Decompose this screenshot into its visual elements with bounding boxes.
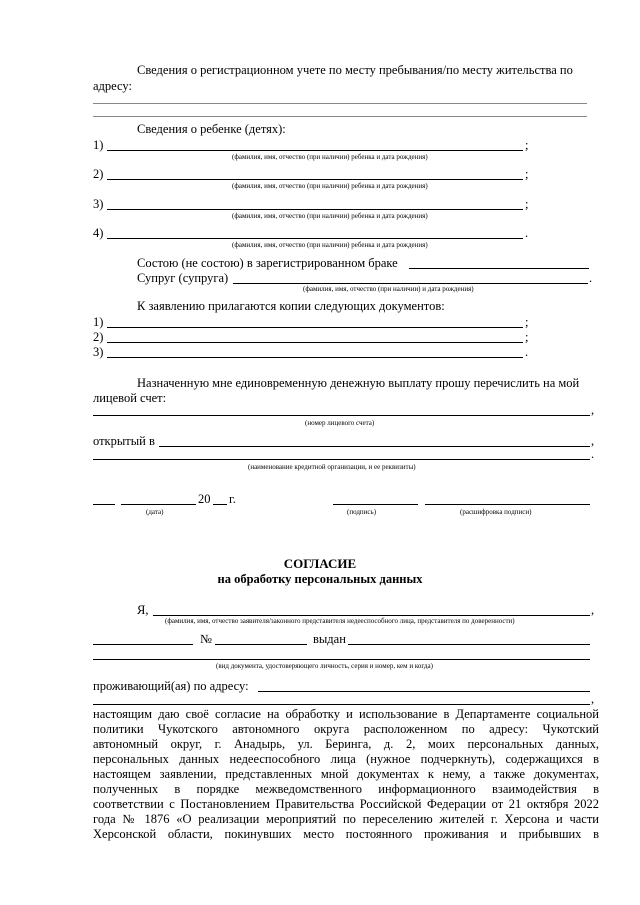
spouse-label: Супруг (супруга) [137,271,229,285]
consent-i-end: , [591,603,595,617]
account-end: , [591,403,595,417]
spouse-end: . [589,271,593,285]
consent-body-line: настоящем заявлении, представленных мной документах к нему, а также документах, [93,767,599,781]
consent-title: СОГЛАСИЕ [283,556,357,571]
consent-doc-details-field[interactable] [93,659,590,660]
bank-details-end: . [591,447,595,461]
date-month-field[interactable] [121,504,196,505]
consent-body-line: политики Чукотского автономного округа расположенном по адресу: Чукотский [93,722,599,736]
signature-field[interactable] [333,504,418,505]
consent-address-field[interactable] [258,691,590,692]
child-3-number: 3) [93,197,104,211]
consent-doc-number-field[interactable] [215,644,307,645]
consent-body-line: настоящим даю своё согласие на обработку и использование в Департаменте социальной [93,707,599,721]
consent-subtitle: на обработку персональных данных [217,572,423,586]
marriage-status-field[interactable] [409,268,589,269]
consent-doc-hint: (вид документа, удостоверяющего личность, серия и номер, кем и когда) [216,662,433,670]
child-4-hint: (фамилия, имя, отчество (при наличии) ребенка и дата рождения) [232,241,428,249]
consent-i-label: Я, [137,603,149,617]
child-2-field[interactable] [107,179,523,180]
consent-full-name-field[interactable] [153,615,590,616]
year-suffix: г. [229,492,236,506]
child-3-field[interactable] [107,209,523,210]
doc-1-number: 1) [93,315,104,329]
date-day-field[interactable] [93,504,115,505]
documents-heading: К заявлению прилагаются копии следующих документов: [137,299,445,313]
consent-address-end: , [591,692,595,706]
child-3-end: ; [525,197,529,211]
doc-2-number: 2) [93,330,104,344]
child-3-hint: (фамилия, имя, отчество (при наличии) ребенка и дата рождения) [232,212,428,220]
consent-body-line: Херсонской области, покинувших место постоянного проживания и прибывших в [93,827,599,841]
registration-address-line2[interactable] [93,116,587,117]
payment-line1: Назначенную мне единовременную денежную выплату прошу перечислить на мой [137,376,580,390]
consent-i-hint: (фамилия, имя, отчество заявителя/законного представителя недееспособного лица, представителя по доверенности) [165,617,515,625]
consent-address-label: проживающий(ая) по адресу: [93,679,249,693]
registration-address-line1[interactable] [93,103,587,104]
child-4-end: . [525,226,529,240]
consent-doc-type-field[interactable] [93,644,193,645]
children-heading: Сведения о ребенке (детях): [137,122,286,136]
doc-1-end: ; [525,315,529,329]
account-number-field[interactable] [93,415,590,416]
child-4-number: 4) [93,226,104,240]
bank-field[interactable] [159,446,590,447]
marriage-status-label: Состою (не состою) в зарегистрированном браке [137,256,398,270]
bank-hint: (наименование кредитной организации, и ее реквизиты) [248,463,416,471]
bank-end: , [591,434,595,448]
registration-line1: Сведения о регистрационном учете по месту пребывания/по месту жительства по [137,63,573,77]
doc-2-end: ; [525,330,529,344]
consent-issued-label: выдан [313,632,346,646]
child-1-field[interactable] [107,150,523,151]
doc-3-field[interactable] [107,357,523,358]
child-2-number: 2) [93,167,104,181]
doc-3-end: . [525,345,529,359]
child-1-hint: (фамилия, имя, отчество (при наличии) ребенка и дата рождения) [232,153,428,161]
date-hint: (дата) [146,508,164,516]
child-4-field[interactable] [107,238,523,239]
consent-body-line: полученных в порядке межведомственного информационного взаимодействия в [93,782,599,796]
spouse-hint: (фамилия, имя, отчество (при наличии) и дата рождения) [303,285,474,293]
date-year-field[interactable] [213,504,227,505]
signature-hint: (подпись) [347,508,377,516]
consent-address-field-2[interactable] [93,704,590,705]
consent-body-line: автономный округ, г. Анадырь, ул. Беринга, д. 2, моих персональных данных, [93,737,599,751]
doc-3-number: 3) [93,345,104,359]
consent-body-line: года № 1876 «О реализации мероприятий по переселению жителей г. Херсона и части [93,812,599,826]
signature-decode-hint: (расшифровка подписи) [460,508,532,516]
doc-2-field[interactable] [107,342,523,343]
payment-line2: лицевой счет: [93,391,167,405]
consent-body-line: персональных данных недееспособного лица (нужное подчеркнуть), содержащихся в [93,752,599,766]
registration-line2: адресу: [93,79,132,93]
account-hint: (номер лицевого счета) [305,419,375,427]
child-2-hint: (фамилия, имя, отчество (при наличии) ребенка и дата рождения) [232,182,428,190]
spouse-field[interactable] [233,283,588,284]
child-2-end: ; [525,167,529,181]
consent-body-line: соответствии с Постановлением Правительства Российской Федерации от 21 октября 2022 [93,797,599,811]
signature-decode-field[interactable] [425,504,590,505]
bank-label: открытый в [93,434,155,448]
bank-details-field[interactable] [93,459,590,460]
consent-no-label: № [200,632,212,646]
child-1-end: ; [525,138,529,152]
child-1-number: 1) [93,138,104,152]
doc-1-field[interactable] [107,327,523,328]
year-prefix: 20 [198,492,211,506]
consent-issued-by-field[interactable] [348,644,590,645]
